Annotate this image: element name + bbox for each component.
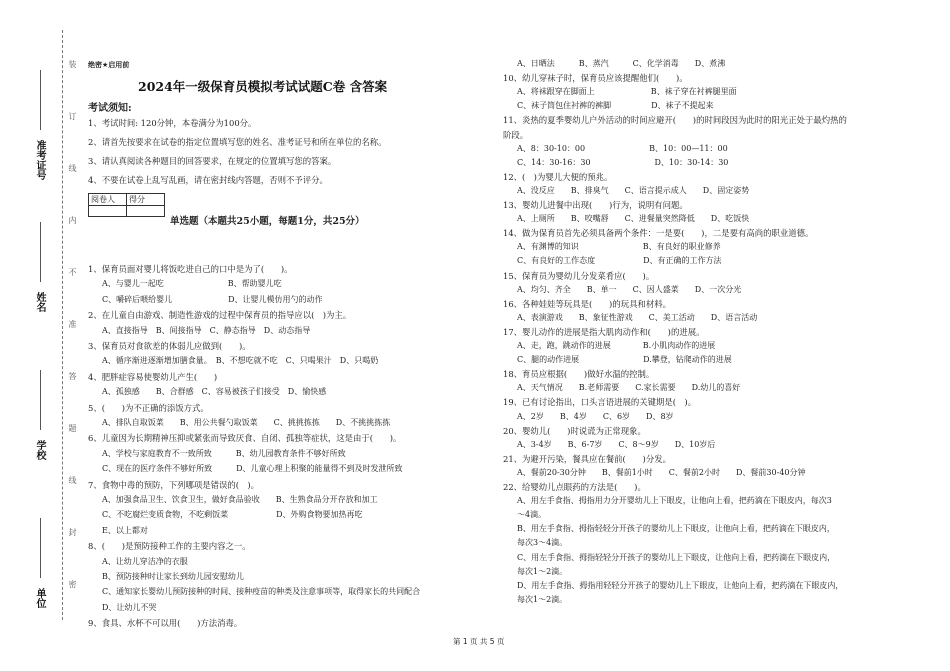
answer-option: C、有良好的工作态度 D、有正确的工作方法	[517, 256, 722, 266]
answer-option: E、以上都对	[102, 525, 148, 535]
seal-line-char: 线	[68, 164, 77, 172]
answer-option: A、与婴儿一起吃 B、帮助婴儿吃	[102, 279, 282, 289]
exam-notes-heading: 考试须知:	[88, 103, 132, 114]
binding-label: 准考证号	[34, 140, 45, 180]
question-text: 14、做为保育员首先必须具备两个条件：一是要( )，二是要有高尚的职业道德。	[503, 228, 814, 239]
question-text: 7、食物中毒的预防，下列哪项是错误的( )。	[88, 479, 259, 490]
question-text: 13、婴幼儿进餐中出现( )行为，说明有问题。	[503, 200, 688, 210]
exam-note: 1、考试时间: 120分钟，本卷满分为100分。	[88, 118, 257, 128]
answer-option: A、表演游戏 B、象征性游戏 C、美工活动 D、语言活动	[517, 312, 758, 322]
exam-note: 4、不要在试卷上乱写乱画，请在密封线内答题，否则不予评分。	[88, 175, 328, 185]
binding-dashed-line	[62, 30, 63, 620]
answer-option: A、走，跑，跳动作的进展 B.小肌肉动作的进展	[517, 341, 716, 350]
answer-option: C、14：30-16：30 D、10：30-14：30	[517, 157, 729, 167]
score-cell: 得分	[127, 194, 165, 206]
answer-option: A、直接指导 B、间接指导 C、静态指导 D、动态指导	[102, 325, 311, 335]
answer-option: 每次1～2滴。	[517, 566, 568, 576]
answer-option: C、袜子筒包住衬裤的裤脚 D、袜子不提起来	[517, 101, 714, 111]
question-text: 19、已有讨论指出，口头言语进展的关键期是( )。	[503, 397, 697, 408]
answer-option: A、天气情况 B.老师需要 C.家长需要 D.幼儿的喜好	[517, 383, 741, 393]
question-text: 16、各种娃娃等玩具是( )的玩具和材料。	[503, 298, 671, 309]
binding-fill-line[interactable]	[40, 222, 41, 282]
grader-cell: 阅卷人	[89, 194, 127, 206]
question-text: 21、为避开污染，餐具应在餐前( )分发。	[503, 453, 671, 464]
answer-option: C、嚼碎后喂给婴儿 D、让婴儿模仿用勺的动作	[102, 294, 323, 304]
answer-option: A、加强食品卫生、饮食卫生，做好食品验收 B、生熟食品分开存放和加工	[102, 495, 378, 504]
binding-fill-line[interactable]	[40, 70, 41, 130]
seal-line-char: 准	[68, 320, 77, 328]
question-text: 6、儿童因为长期精神压抑或紧张而导致厌食、自闭、孤独等症状，这是由于( )。	[88, 433, 402, 444]
answer-option: 每次3～4滴。	[517, 538, 568, 548]
binding-label: 单位	[34, 588, 45, 608]
answer-option: C、通知家长婴幼儿预防接种的时间、接种疫苗的种类及注意事项等，取得家长的共同配合	[102, 587, 421, 597]
confidential-mark: 绝密★启用前	[88, 61, 130, 69]
binding-label: 学校	[34, 440, 45, 460]
answer-option: A、排队自取饭菜 B、用公共餐勺取饭菜 C、挑挑拣拣 D、不挑挑拣拣	[102, 418, 391, 427]
answer-option: A、让幼儿穿洁净的衣服	[102, 556, 188, 566]
answer-option: A、均匀、齐全 B、单一 C、因人盛菜 D、一次分光	[517, 284, 742, 294]
question-text: 18、育员应根据( )做好水温的控制。	[503, 369, 655, 380]
seal-line-char: 不	[68, 268, 77, 276]
answer-option: A、没反应 B、排臭气 C、语言提示成人 D、固定姿势	[517, 185, 750, 195]
answer-option: A、8：30-10：00 B、10：00—11：00	[517, 143, 728, 153]
answer-option: ～4滴。	[517, 510, 547, 520]
score-table	[88, 193, 165, 217]
question-text: 15、保育员为婴幼儿分发菜肴应( )。	[503, 270, 655, 281]
answer-option: A、有渊博的知识 B、有良好的职业修养	[517, 242, 721, 252]
question-text: 22、给婴幼儿点眼药的方法是( )。	[503, 482, 646, 492]
section-heading: 单选题（本题共25小题，每题1分，共25分）	[170, 216, 365, 227]
question-text: 2、在儿童自由游戏、制造性游戏的过程中保育员的指导应以( )为主。	[88, 310, 352, 321]
seal-line-char: 内	[68, 216, 77, 224]
question-text: 1、保育员面对婴儿将饭吃进自己的口中是为了( )。	[88, 264, 293, 274]
answer-option: C、用左手食指、拇指轻轻分开孩子的婴幼儿上下眼皮，让他向上看，把药滴在下眼皮内，	[517, 552, 836, 562]
question-text: 12、( )为婴儿大便的预兆。	[503, 171, 613, 182]
answer-option: C、现在的医疗条件不够好所致 D、儿童心理上积聚的能量得不到及时发泄所致	[102, 464, 403, 474]
answer-option: A、3-4岁 B、6-7岁 C、8～9岁 D、10岁后	[517, 439, 716, 449]
seal-line-char: 题	[68, 424, 77, 432]
question-text: 9、食具、水杯不可以用( )方法消毒。	[88, 618, 243, 629]
seal-line-char: 封	[68, 528, 77, 536]
grader-input-cell[interactable]	[89, 206, 127, 217]
exam-note: 3、请认真阅读各种题目的回答要求，在规定的位置填写您的答案。	[88, 156, 337, 166]
answer-option: 每次1～2滴。	[517, 594, 568, 604]
question-text: 阶段。	[503, 129, 529, 140]
seal-line-char: 线	[68, 476, 77, 484]
binding-fill-line[interactable]	[40, 518, 41, 578]
answer-option: B、预防接种时让家长到幼儿园安慰幼儿	[102, 572, 244, 581]
page-footer: 第 1 页 共 5 页	[453, 637, 505, 646]
answer-option: A、用左手食指、拇指用力分开婴幼儿上下眼皮，让他向上看，把药滴在下眼皮内，每次3	[517, 496, 832, 506]
exam-note: 2、请首先按要求在试卷的指定位置填写您的姓名、准考证号和所在单位的名称。	[88, 137, 387, 147]
answer-option: D、用左手食指、拇指用轻轻分开孩子的婴幼儿上下眼皮，让他向上看，把药滴在下眼皮内，	[517, 580, 844, 590]
answer-option: A、上厕所 B、咬嘴唇 C、进餐量突然降低 D、吃饭快	[517, 214, 750, 224]
answer-option: A、学校与家庭教育不一致所致 B、幼儿园教育条件不够好所致	[102, 448, 346, 458]
seal-line-char: 订	[68, 112, 77, 120]
question-text: 3、保育员对食欲差的体弱儿应做到( )。	[88, 341, 251, 351]
score-input-cell[interactable]	[127, 206, 165, 217]
answer-option: A、循序渐进逐渐增加膳食量。 B、不想吃就不吃 C、只喝果汁 D、只喝奶	[102, 356, 379, 366]
question-text: 17、婴儿动作的进展是指大肌肉动作和( )的进展。	[503, 326, 705, 337]
question-text: 8、( )是预防接种工作的主要内容之一。	[88, 541, 251, 552]
answer-option: C、不吃腐烂变质食物，不吃剩饭菜 D、外购食物要加热再吃	[102, 510, 363, 520]
question-text: 5、( )为不正确的添饭方式。	[88, 402, 209, 413]
answer-option: A、餐前20-30分钟 B、餐前1小时 C、餐前2小时 D、餐前30-40分钟	[517, 467, 806, 477]
answer-option: A、日晒法 B、蒸汽 C、化学消毒 D、煮沸	[517, 59, 726, 68]
answer-option: A、将袜跟穿在脚面上 B、袜子穿在衬裤腿里面	[517, 87, 737, 97]
seal-line-char: 密	[68, 580, 77, 588]
answer-option: A、2岁 B、4岁 C、6岁 D、8岁	[517, 411, 674, 421]
question-text: 10、幼儿穿袜子时，保育员应该提醒他们( )。	[503, 73, 688, 84]
binding-label: 姓名	[34, 292, 45, 312]
page-title: 2024年一级保育员模拟考试试题C卷 含答案	[138, 79, 388, 94]
binding-margin	[0, 0, 80, 671]
question-text: 4、肥胖症容易使婴幼儿产生( )	[88, 371, 218, 382]
question-text: 20、婴幼儿( )时说谎为正常现象。	[503, 425, 646, 436]
seal-line-char: 装	[68, 60, 77, 68]
binding-fill-line[interactable]	[40, 370, 41, 430]
answer-option: D、让幼儿不哭	[102, 602, 157, 612]
question-text: 11、炎热的夏季婴幼儿户外活动的时间应避开( )的时间段因为此时的阳光正处于最灼热的	[503, 115, 847, 126]
answer-option: A、孤独感 B、合群感 C、容易被孩子们接受 D、愉快感	[102, 387, 327, 397]
seal-line-char: 答	[68, 372, 77, 380]
answer-option: C、腿的动作进展 D.攀登，钻爬动作的进展	[517, 355, 732, 365]
answer-option: B、用左手食指、拇指轻轻分开孩子的婴幼儿上下眼皮，让他向上看，把药滴在下眼皮内，	[517, 524, 835, 534]
